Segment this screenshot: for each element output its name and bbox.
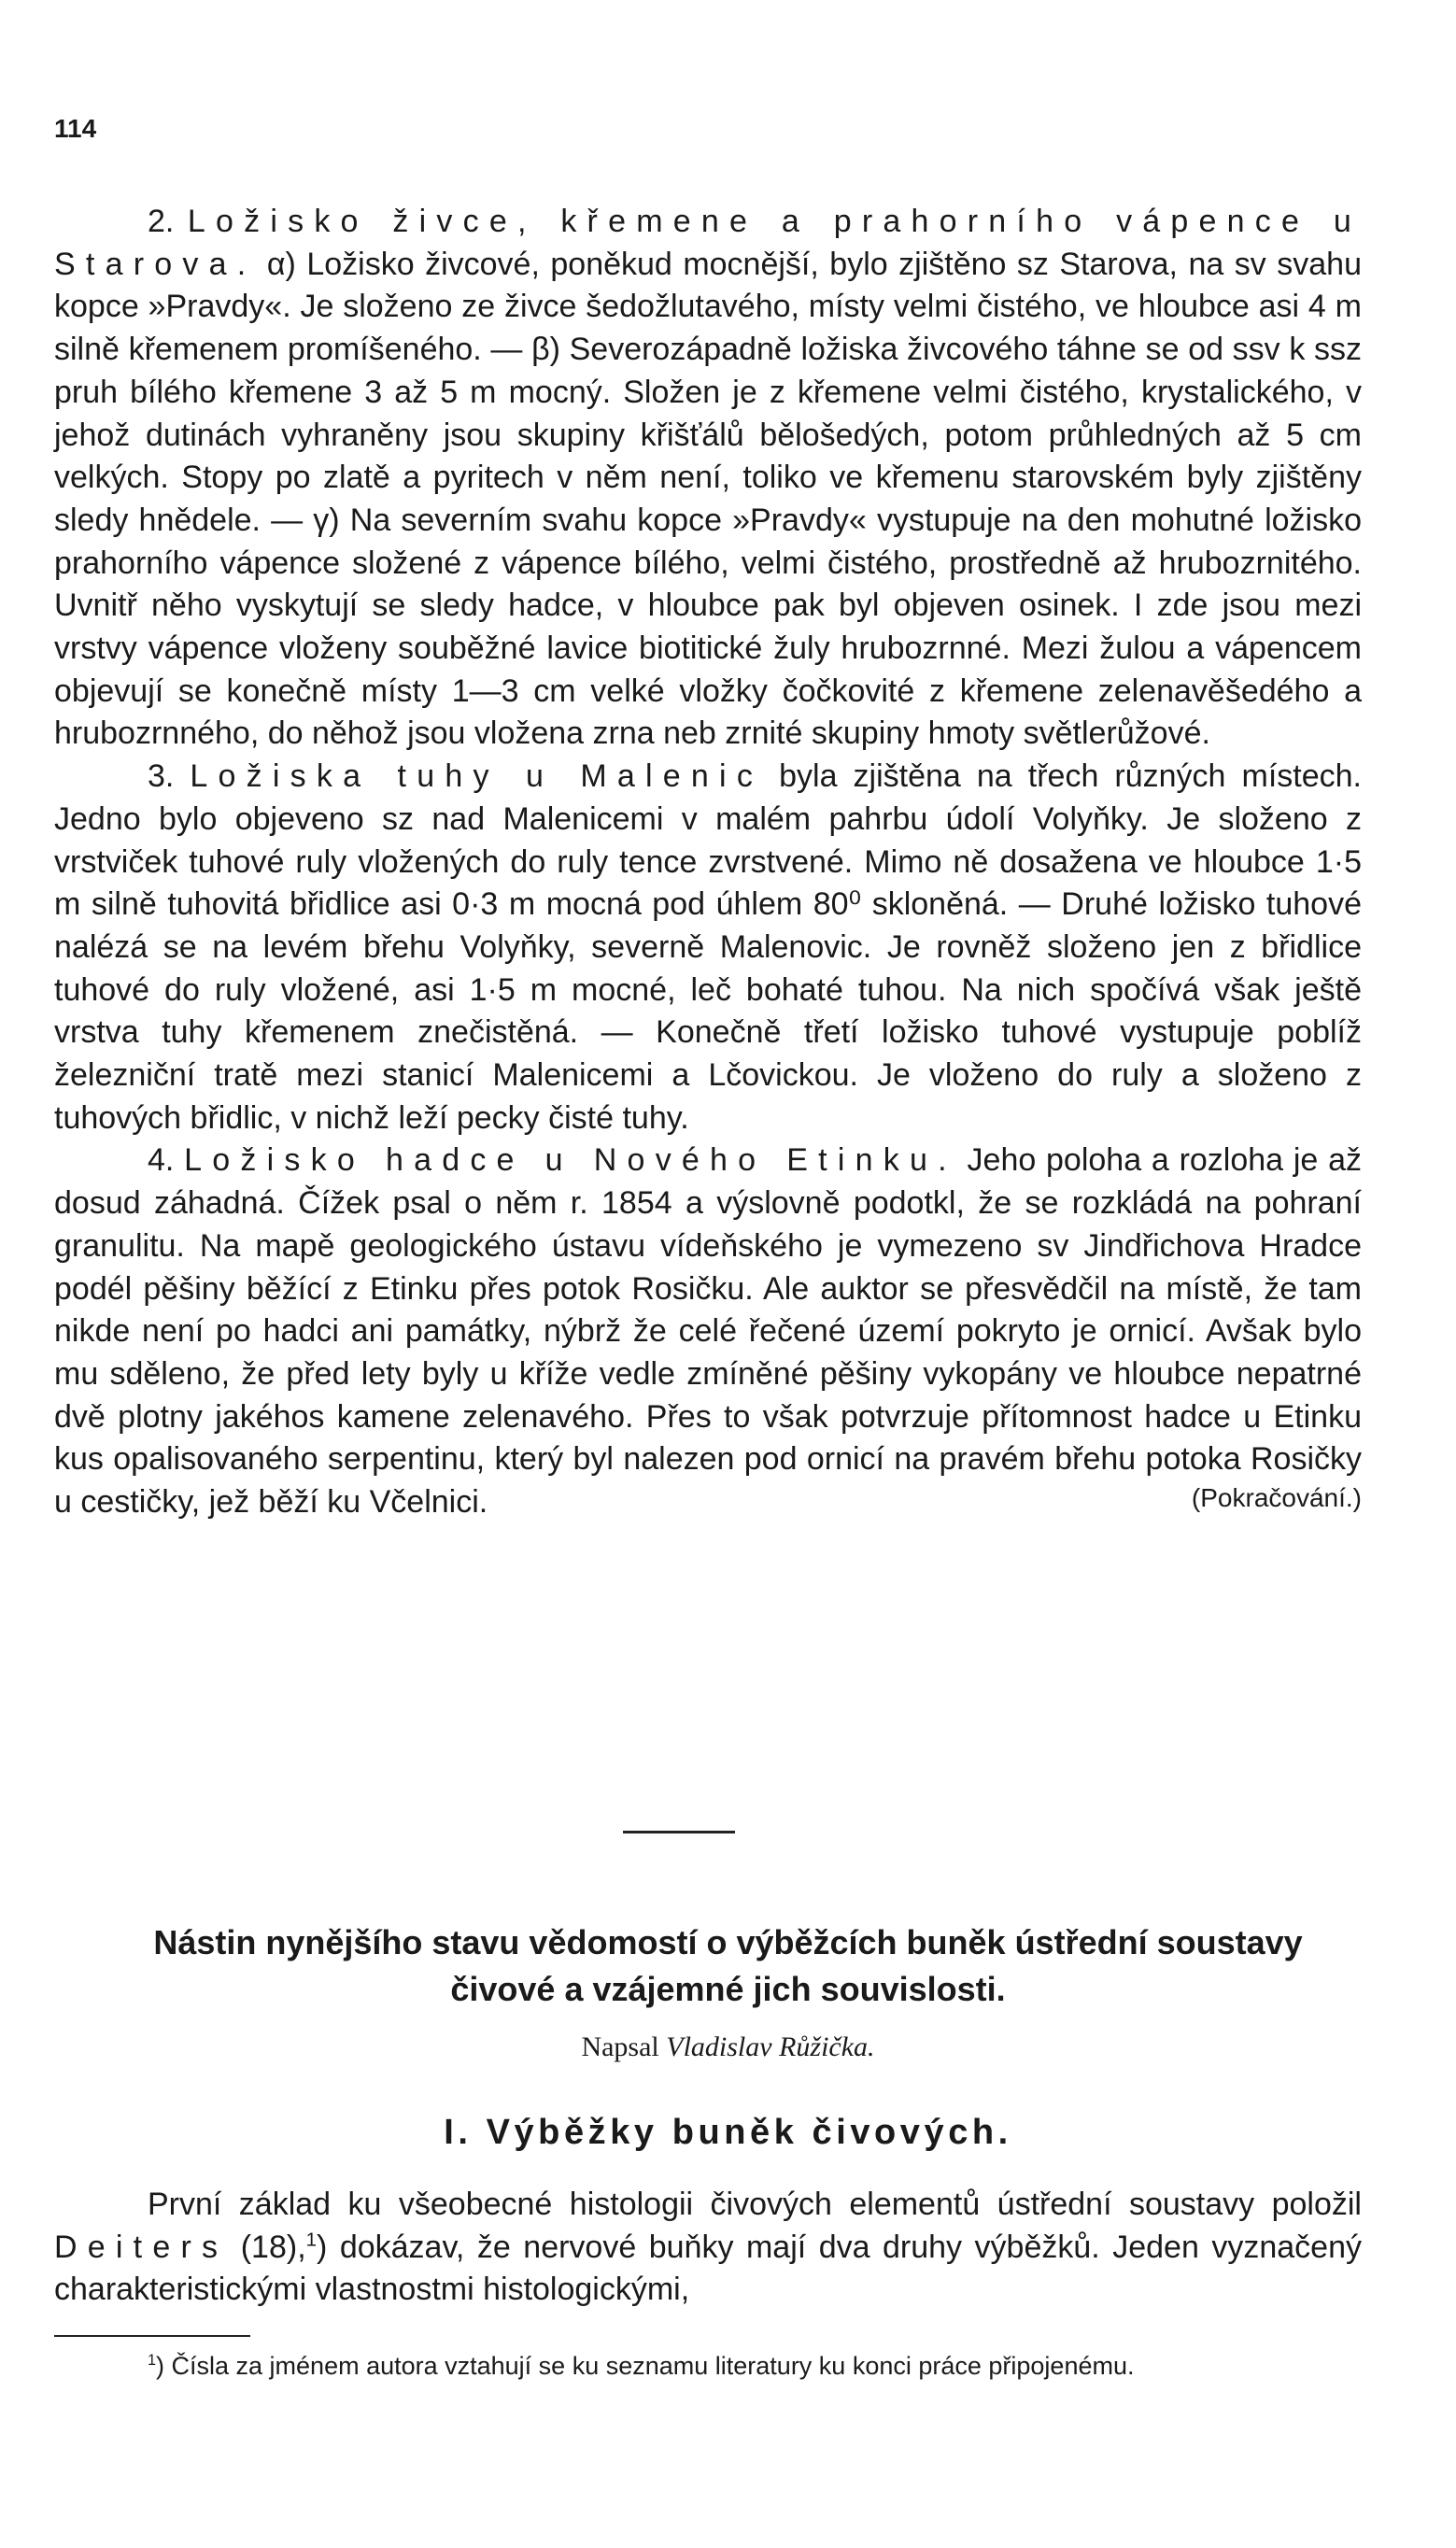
byline: [0, 2031, 1456, 2063]
cited-name: Deiters: [54, 2229, 229, 2265]
paragraph-text: byla zjištěna na třech různých místech. Jedno bylo objeveno sz nad Malenicemi v malém pahrbu údolí Volyňky. Je složeno z vrstviček tuhové ruly vložených do ruly tence zvrstvené. Mimo ně dosažena ve hloubce 1·5 m silně tuhovitá břidlice asi 0·3 m mocná pod úhlem 80⁰ skloněná. — Druhé ložisko tuhové nalézá se na levém břehu Volyňky, severně Malenovic. Je rovněž složeno jen z břidlice tuhové do ruly vložené, asi 1·5 m mocné, leč bohaté tuhou. Na nich spočívá však ještě vrstva tuhy křemenem znečistěná. — Konečně třetí ložisko tuhové vystupuje poblíž železniční tratě mezi stanicí Malenicemi a Lčovickou. Je vloženo do ruly a složeno z tuhových břidlic, v nichž leží pecky čisté tuhy.: [54, 758, 1363, 1136]
paragraph-number: 3.: [148, 758, 175, 795]
paragraph-deposit-etinek: [54, 1140, 1362, 1523]
page-number: 114: [54, 114, 97, 143]
paragraph-text: Jeho poloha a rozloha je až dosud záhadná. Čížek psal o něm r. 1854 a výslovně podotkl, že se rozkládá na pohraní granulitu. Na mapě geologického ústavu vídeňského je vymezeno sv Jindřichova Hradce podél pěšiny běžící z Etinku přes potok Rosičku. Ale auktor se přesvědčil na místě, že tam nikde není po hadci ani památky, nýbrž že celé řečené území pokryto je ornicí. Avšak bylo mu sděleno, že před lety byly u kříže vedle zmíněné pěšiny vykopány ve hloubce nepatrné dvě plotny jakéhos kamene zelenavého. Přes to však potvrzuje přítomnost hadce u Etinku kus opalisovaného serpentinu, který byl nalezen pod ornicí na pravém břehu potoka Rosičky u cestičky, jež běží ku Včelnici.: [54, 1142, 1362, 1521]
paragraph-heading: Ložisko živce, křemene a prahorního vápence u Starova.: [54, 204, 1362, 282]
paragraph-text: α) Ložisko živcové, poněkud mocnější, bylo zjištěno sz Starova, na sv svahu kopce »Pravdy«. Je složeno ze živce šedožlutavého, místy velmi čistého, ve hloubce asi 4 m silně křemenem promíšeného. — β) Severozápadně ložiska živcového táhne se od ssv k ssz pruh bílého křemene 3 až 5 m mocný. Složen je z křemene velmi čistého, krystalického, v jehož dutinách vyhraněny jsou skupiny křišťálů bělošedých, potom průhledných až 5 cm velkých. Stopy po zlatě a pyritech v něm není, toliko ve křemenu starovském byly zjištěny sledy hnědele. — γ) Na severním svahu kopce »Pravdy« vystupuje na den mohutné ložisko prahorního vápence složené z vápence bílého, velmi čistého, prostředně až hrubozrnitého. Uvnitř něho vyskytují se sledy hadce, v hloubce pak byl objeven osinek. I zde jsou mezi vrstvy vápence vloženy souběžné lavice biotitické žuly hrubozrnné. Mezi žulou a vápencem objevují se konečně místy 1—3 cm velké vložky čočkovité z křemene zelenavěšedého a hrubozrnného, do něhož jsou vloženа zrna neb zrnité skupiny hmoty světlerůžové.: [54, 246, 1362, 752]
footnote-rule: [54, 2335, 250, 2337]
section-divider: [623, 1831, 735, 1833]
article-title: [0, 1919, 1456, 2013]
section-heading: I. Výběžky buněk čivových.: [444, 2113, 1012, 2152]
paragraph-heading: Ložiska tuhy u Malenic: [190, 758, 764, 795]
footnote: [54, 2349, 1362, 2384]
footnote-number: 1: [148, 2352, 157, 2369]
article-title-line-2: čivové a vzájemné jich souvislosti.: [450, 1970, 1006, 2008]
paragraph-deposit-starov: [54, 201, 1362, 756]
intro-text: První základ ku všeobecné histologii čivových elementů ústřední soustavy položil: [148, 2187, 1362, 2222]
paragraph-deposit-malenice: [54, 756, 1362, 1140]
footnote-text: ) Čísla za jménem autora vztahují se ku seznamu literatury ku konci práce připojenému.: [156, 2352, 1135, 2380]
paragraph-number: 2.: [148, 204, 175, 239]
paragraph-heading: Ložisko hadce u Nového Etinku.: [184, 1142, 957, 1179]
article-body: [54, 2184, 1362, 2312]
intro-text-rest: ) dokázav, že nervové buňky mají dva druhy výběžků. Jeden vyznačený charakteristickými vlastnostmi histologickými,: [54, 2229, 1362, 2308]
paragraph-intro: [54, 2184, 1362, 2312]
footnote-marker: 1: [305, 2230, 317, 2251]
article-continuation-body: [54, 201, 1363, 1521]
continuation-note: (Pokračování.): [1191, 1482, 1362, 1512]
paragraph-number: 4.: [148, 1142, 175, 1179]
author-name: Vladislav Růžička.: [666, 2031, 875, 2062]
citation-ref: (18),: [228, 2229, 306, 2265]
article-title-line-1: Nástin nynějšího stavu vědomostí o výběžcích buněk ústřední soustavy: [153, 1923, 1303, 1961]
byline-prefix: Napsal: [581, 2031, 667, 2062]
